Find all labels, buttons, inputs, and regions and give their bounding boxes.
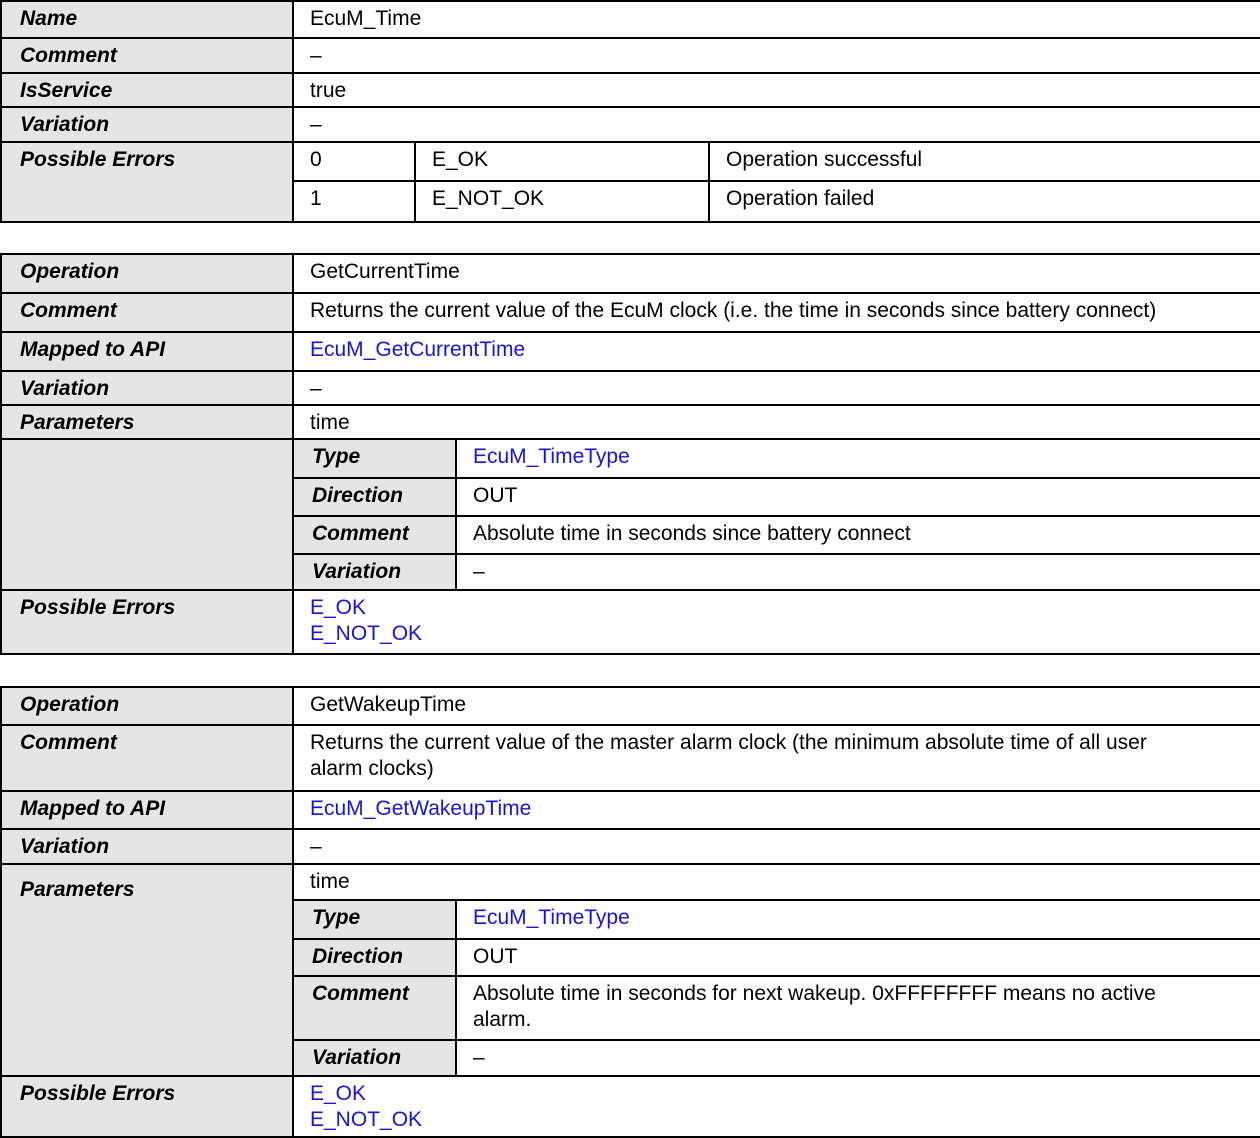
comment-value: Returns the current value of the EcuM clock (i.e. the time in seconds since battery connect) — [293, 293, 1260, 332]
comment-label: Comment — [1, 38, 293, 73]
comment-value-line2: alarm clocks) — [310, 757, 434, 780]
operation-value: GetWakeupTime — [293, 687, 1260, 725]
error-description: Operation failed — [709, 181, 1260, 222]
direction-label: Direction — [293, 478, 456, 516]
param-comment-value-line1: Absolute time in seconds for next wakeup. 0xFFFFFFFF means no active — [473, 982, 1156, 1005]
mapped-to-api-label: Mapped to API — [1, 332, 293, 371]
operation-value: GetCurrentTime — [293, 254, 1260, 293]
variation-label: Variation — [1, 107, 293, 142]
operation-label: Operation — [1, 687, 293, 725]
name-label: Name — [1, 1, 293, 38]
variation-value: – — [293, 107, 1260, 142]
type-label: Type — [293, 900, 456, 939]
name-value: EcuM_Time — [293, 1, 1260, 38]
direction-label: Direction — [293, 939, 456, 976]
type-label: Type — [293, 439, 456, 478]
param-comment-value-line2: alarm. — [473, 1008, 532, 1031]
error-code: 0 — [293, 142, 415, 181]
comment-label: Comment — [1, 725, 293, 791]
parameter-name: time — [293, 405, 1260, 439]
param-comment-value: Absolute time in seconds since battery connect — [456, 516, 1260, 554]
param-variation-value: – — [456, 1040, 1260, 1076]
error-link-e-not-ok[interactable]: E_NOT_OK — [310, 622, 423, 645]
error-name: E_OK — [415, 142, 709, 181]
variation-label: Variation — [1, 371, 293, 405]
direction-value: OUT — [456, 939, 1260, 976]
variation-value: – — [293, 371, 1260, 405]
comment-value-line1: Returns the current value of the master alarm clock (the minimum absolute time of all user — [310, 731, 1147, 754]
error-link-e-not-ok[interactable]: E_NOT_OK — [310, 1108, 423, 1131]
operation-table-getwakeuptime — [0, 686, 1260, 1138]
direction-value: OUT — [456, 478, 1260, 516]
variation-label: Variation — [1, 829, 293, 864]
parameters-spacer — [1, 439, 293, 590]
error-code: 1 — [293, 181, 415, 222]
parameters-label — [1, 864, 293, 1076]
possible-errors-label: Possible Errors — [1, 1076, 293, 1137]
isservice-value: true — [293, 73, 1260, 107]
operation-label: Operation — [1, 254, 293, 293]
error-description: Operation successful — [709, 142, 1260, 181]
param-variation-value: – — [456, 554, 1260, 590]
mapped-api-link[interactable]: EcuM_GetWakeupTime — [310, 797, 532, 820]
service-table-ecum-time — [0, 0, 1260, 223]
comment-label: Comment — [1, 293, 293, 332]
type-link[interactable]: EcuM_TimeType — [473, 445, 630, 468]
param-variation-label: Variation — [293, 1040, 456, 1076]
error-link-e-ok[interactable]: E_OK — [310, 596, 367, 619]
possible-errors-label: Possible Errors — [1, 142, 293, 222]
possible-errors-label: Possible Errors — [1, 590, 293, 654]
operation-table-getcurrenttime — [0, 253, 1260, 655]
mapped-to-api-label: Mapped to API — [1, 791, 293, 829]
parameter-name: time — [293, 864, 1260, 900]
isservice-label: IsService — [1, 73, 293, 107]
param-variation-label: Variation — [293, 554, 456, 590]
mapped-api-link[interactable]: EcuM_GetCurrentTime — [310, 338, 526, 361]
error-link-e-ok[interactable]: E_OK — [310, 1082, 367, 1105]
param-comment-label: Comment — [293, 976, 456, 1040]
type-link[interactable]: EcuM_TimeType — [473, 906, 630, 929]
param-comment-label: Comment — [293, 516, 456, 554]
parameters-label-text: Parameters — [20, 878, 135, 901]
error-name: E_NOT_OK — [415, 181, 709, 222]
parameters-label: Parameters — [1, 405, 293, 439]
variation-value: – — [293, 829, 1260, 864]
comment-value: – — [293, 38, 1260, 73]
